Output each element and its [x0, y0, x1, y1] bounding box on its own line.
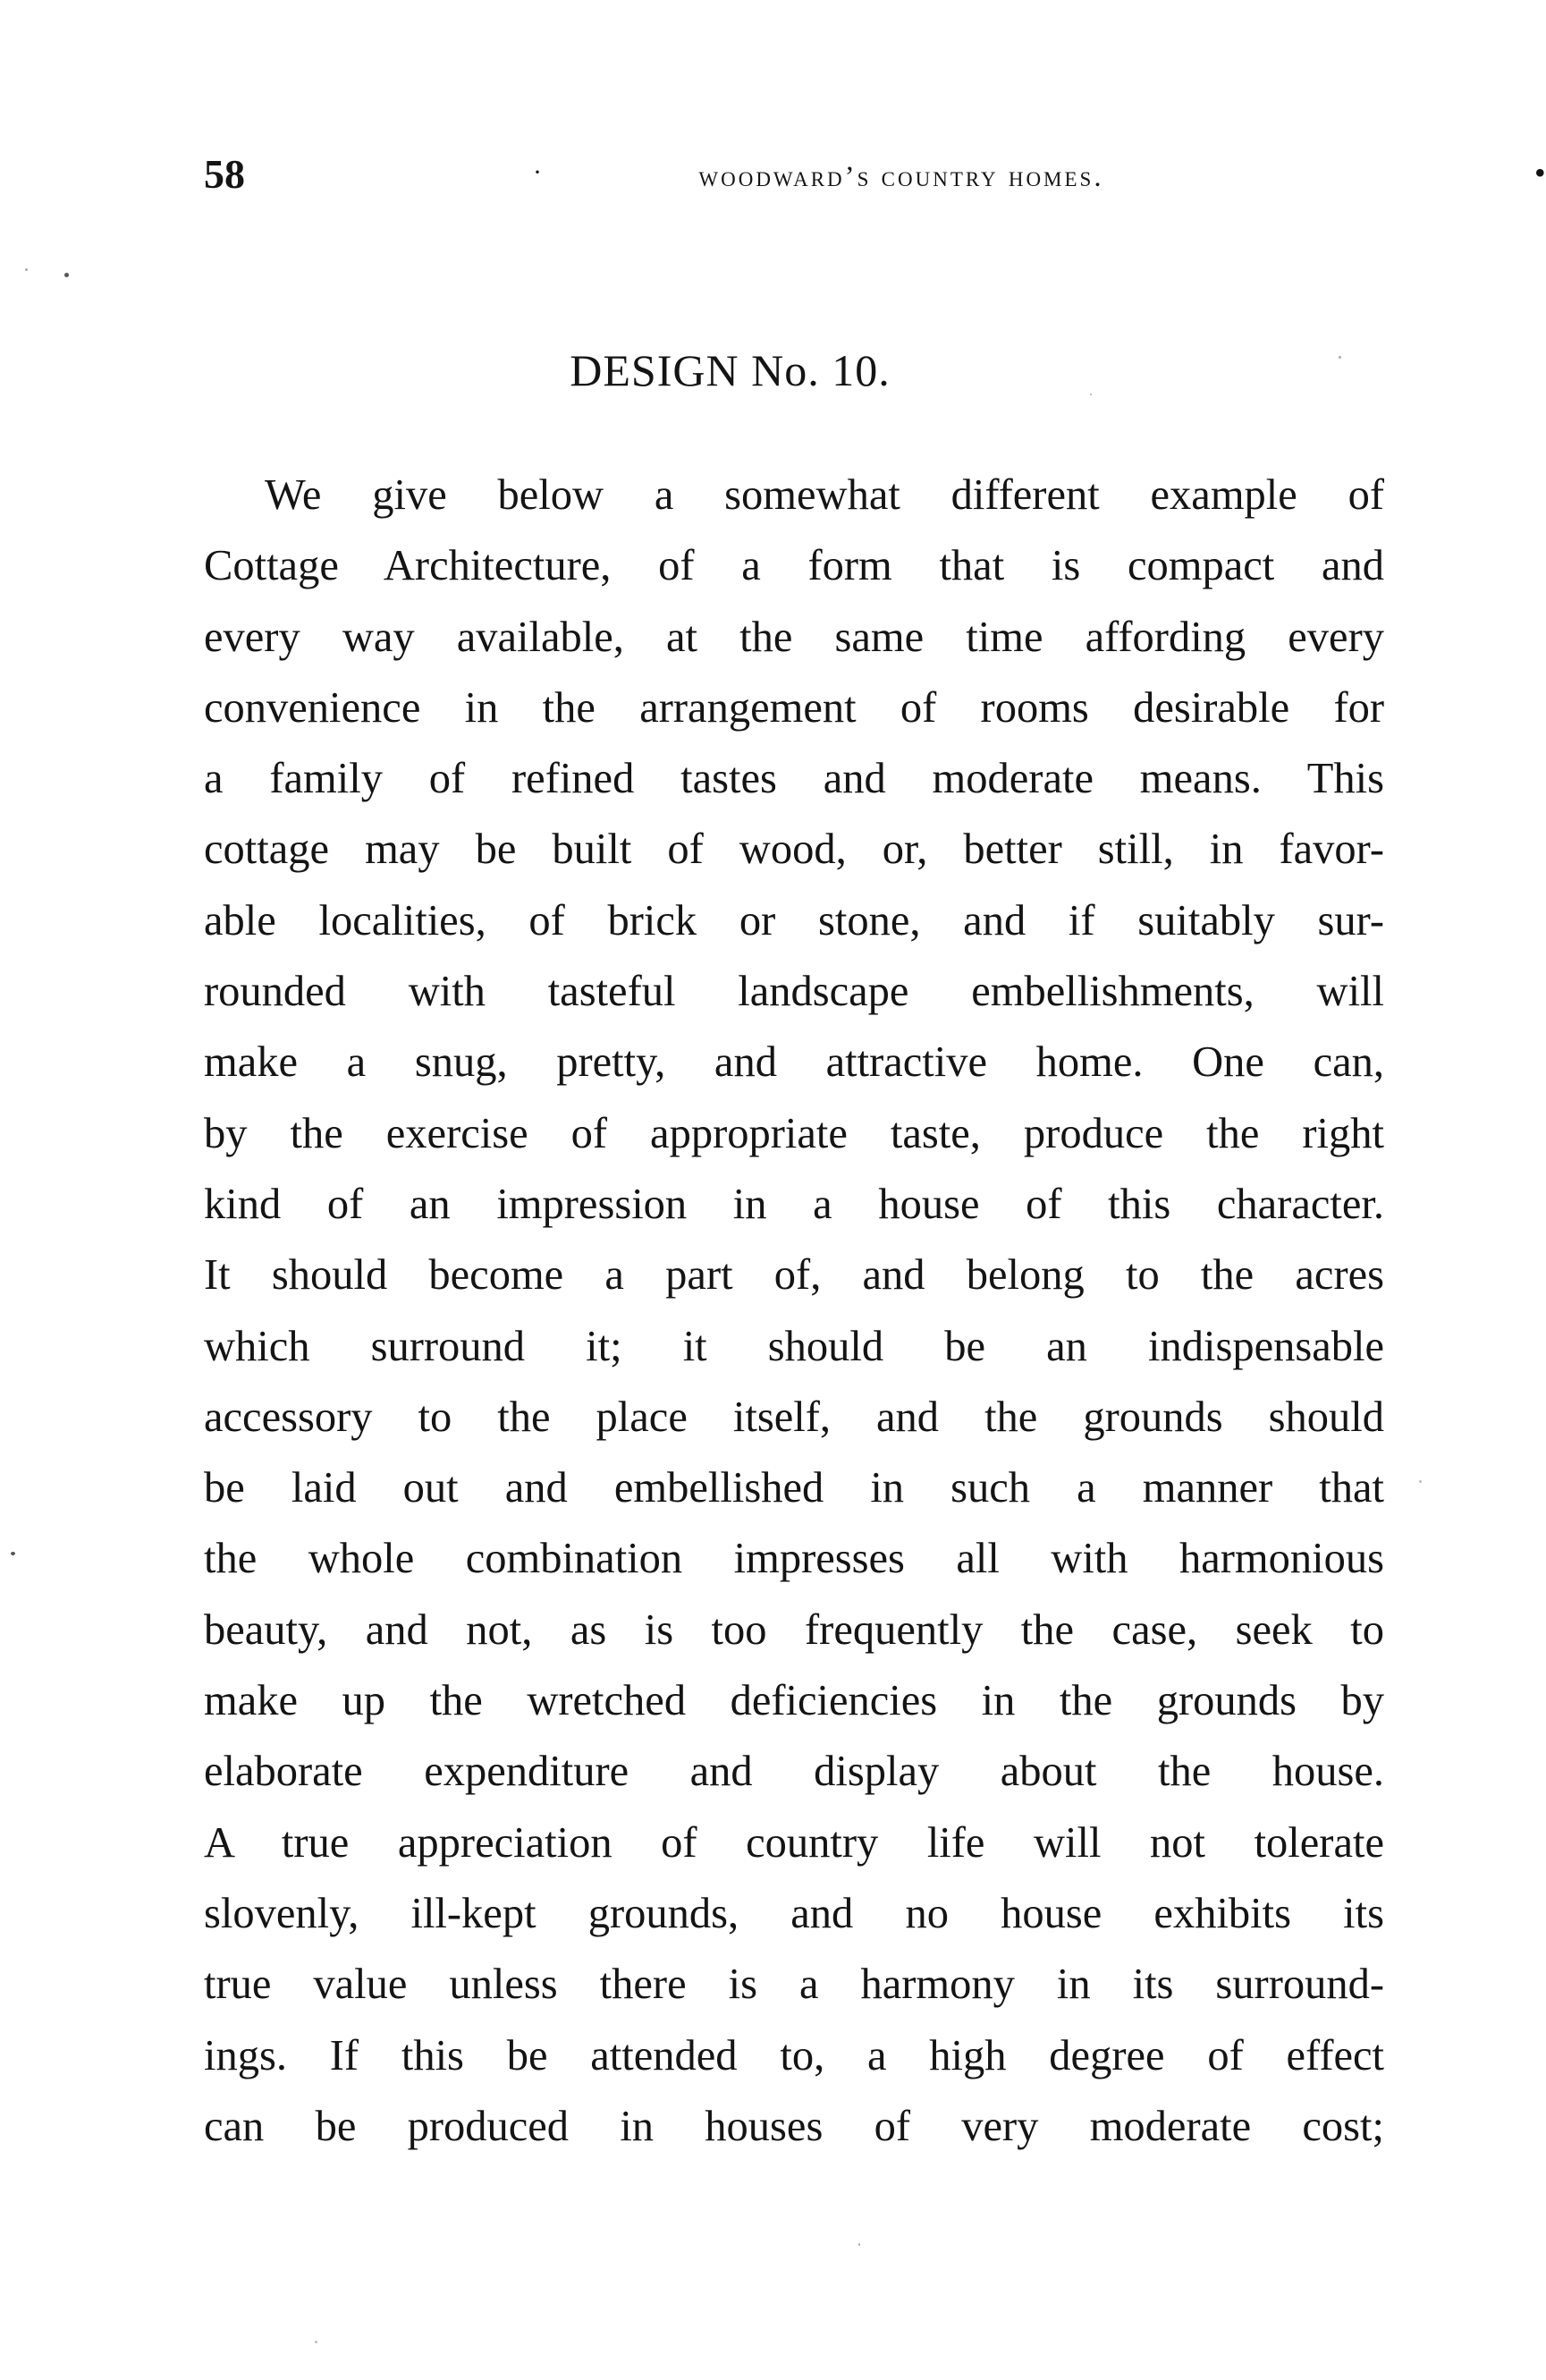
header-trailing-mark: • [1534, 155, 1546, 191]
running-head [204, 150, 1546, 213]
scan-speck [858, 2243, 860, 2246]
text-line: be laid out and embellished in such a manner that [204, 1464, 1384, 1512]
text-line: rounded with tasteful landscape embellishments, will [204, 968, 1384, 1016]
text-line: the whole combination impresses all with harmonious [204, 1535, 1384, 1583]
text-line: kind of an impression in a house of this character. [204, 1180, 1384, 1228]
running-title: woodward’s country homes. [698, 161, 1104, 193]
scan-speck [1419, 1480, 1422, 1483]
scan-speck [1090, 394, 1092, 395]
scan-speck [11, 1552, 15, 1555]
scan-speck [64, 273, 69, 277]
text-line: Cottage Architecture, of a form that is compact and [204, 542, 1384, 590]
body-paragraph [204, 460, 1384, 2162]
text-line: able localities, of brick or stone, and if suitably sur- [204, 896, 1384, 944]
scan-speck [25, 268, 28, 271]
scan-speck [1339, 356, 1341, 359]
text-line: make a snug, pretty, and attractive home. One can, [204, 1038, 1384, 1087]
scan-speck [315, 2341, 317, 2343]
text-line: A true appreciation of country life will not tolerate [204, 1818, 1384, 1867]
text-line: We give below a somewhat different example of [265, 471, 1384, 519]
text-line: every way available, at the same time affording every [204, 613, 1384, 661]
text-line: convenience in the arrangement of rooms desirable for [204, 683, 1384, 732]
text-line: beauty, and not, as is too frequently the case, seek to [204, 1605, 1384, 1654]
text-line: slovenly, ill-kept grounds, and no house exhibits its [204, 1889, 1384, 1937]
text-line: ings. If this be attended to, a high degree of effect [204, 2031, 1384, 2079]
text-line: which surround it; it should be an indispensable [204, 1322, 1384, 1370]
page-number: 58 [204, 151, 245, 197]
text-line: elaborate expenditure and display about the house. [204, 1748, 1384, 1796]
design-heading: DESIGN No. 10. [570, 345, 891, 395]
text-line: can be produced in houses of very moderate cost; [204, 2102, 1384, 2150]
text-line: accessory to the place itself, and the grounds should [204, 1393, 1384, 1441]
text-line: make up the wretched deficiencies in the grounds by [204, 1677, 1384, 1725]
text-line: a family of refined tastes and moderate means. This [204, 755, 1384, 803]
text-line: cottage may be built of wood, or, better still, in favor- [204, 826, 1384, 874]
text-line: true value unless there is a harmony in its surround- [204, 1961, 1384, 2009]
text-line: by the exercise of appropriate taste, produce the right [204, 1109, 1384, 1157]
text-line: It should become a part of, and belong to the acres [204, 1251, 1384, 1300]
header-separator: · [533, 157, 542, 187]
